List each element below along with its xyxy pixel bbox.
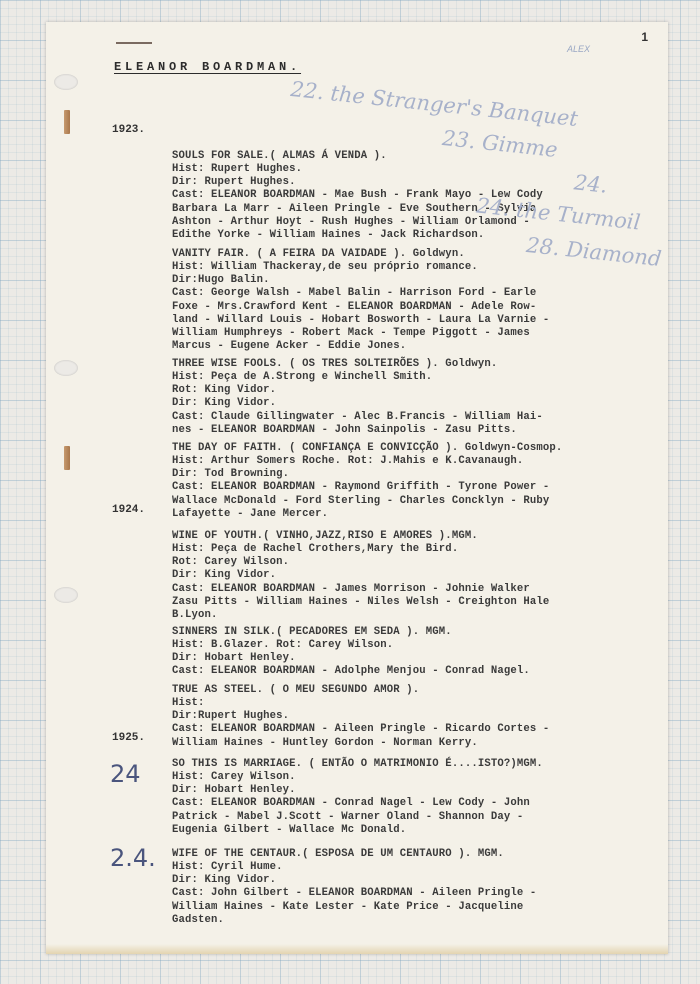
page-number: 1 [641, 30, 648, 44]
document-title: ELEANOR BOARDMAN. [114, 60, 302, 74]
year-label: 1923. [112, 124, 146, 136]
year-label: 1924. [112, 504, 146, 516]
punch-hole [54, 360, 78, 376]
year-label: 1925. [112, 732, 146, 744]
document-page [46, 22, 668, 954]
staple-mark [64, 110, 70, 134]
filmography-entry: SINNERS IN SILK.( PECADORES EM SEDA ). MGM. Hist: B.Glazer. Rot: Carey Wilson. Dir: Hobart Henley. Cast: ELEANOR BOARDMAN - Adolphe Menjou - Conrad Nagel. [172, 626, 530, 678]
punch-hole [54, 74, 78, 90]
filmography-entry: SOULS FOR SALE.( ALMAS Á VENDA ). Hist: Rupert Hughes. Dir: Rupert Hughes. Cast: ELEANOR BOARDMAN - Mae Bush - Frank Mayo - Lew Cody Barbara La Marr - Aileen Pringle - Eve Southern - Sylvia Ashton - Arthur Hoyt - Rush Hughes - William Orlamond - Edithe Yorke - William Haines - Jack Richardson. [172, 150, 543, 241]
pencil-dash [116, 42, 152, 44]
filmography-entry: VANITY FAIR. ( A FEIRA DA VAIDADE ). Goldwyn. Hist: William Thackeray,de seu próprio romance. Dir:Hugo Balin. Cast: George Walsh - Mabel Balin - Harrison Ford - Earle Foxe - Mrs.Crawford Kent - ELEANOR BOARDMAN - Adele Row- land - Willard Louis - Hobart Bosworth - Laura La Varnie - William Humphreys - Robert Mack - Tempe Piggott - James Marcus - Eugene Acker - Eddie Jones. [172, 248, 550, 352]
filmography-entry: WINE OF YOUTH.( VINHO,JAZZ,RISO E AMORES ).MGM. Hist: Peça de Rachel Crothers,Mary the Bird. Rot: Carey Wilson. Dir: King Vidor. Cast: ELEANOR BOARDMAN - James Morrison - Johnie Walker Zasu Pitts - William Haines - Niles Welsh - Creighton Hale B.Lyon. [172, 530, 550, 621]
filmography-entry: THREE WISE FOOLS. ( OS TRES SOLTEIRÕES ). Goldwyn. Hist: Peça de A.Strong e Winchell Smith. Rot: King Vidor. Dir: King Vidor. Cast: Claude Gillingwater - Alec B.Francis - William Hai- nes - ELEANOR BOARDMAN - John Sainpolis - Zasu Pitts. [172, 358, 543, 436]
handwritten-note: 28. Diamond [525, 232, 663, 272]
staple-mark [64, 446, 70, 470]
handwritten-note: 24. [572, 170, 609, 198]
margin-note: 2.4. [110, 844, 156, 872]
handwritten-note: 22. the Stranger's Banquet [289, 76, 579, 132]
margin-note: 24 [110, 760, 141, 788]
filmography-entry: THE DAY OF FAITH. ( CONFIANÇA E CONVICÇÃO ). Goldwyn-Cosmop. Hist: Arthur Somers Roche. Rot: J.Mahis e K.Cavanaugh. Dir: Tod Browning. Cast: ELEANOR BOARDMAN - Raymond Griffith - Tyrone Power - Wallace McDonald - Ford Sterling - Charles Concklyn - Ruby Lafayette - Jane Mercer. [172, 442, 563, 520]
filmography-entry: TRUE AS STEEL. ( O MEU SEGUNDO AMOR ). Hist: Dir:Rupert Hughes. Cast: ELEANOR BOARDMAN - Aileen Pringle - Ricardo Cortes - William Haines - Huntley Gordon - Norman Kerry. [172, 684, 550, 749]
filmography-entry: SO THIS IS MARRIAGE. ( ENTÃO O MATRIMONIO É....ISTO?)MGM. Hist: Carey Wilson. Dir: Hobart Henley. Cast: ELEANOR BOARDMAN - Conrad Nagel - Lew Cody - John Patrick - Mabel J.Scott - Warner Oland - Shannon Day - Eugenia Gilbert - Wallace Mc Donald. [172, 758, 543, 836]
handwritten-note: 24. the Turmoil [475, 193, 642, 235]
filmography-entry: WIFE OF THE CENTAUR.( ESPOSA DE UM CENTAURO ). MGM. Hist: Cyril Hume. Dir: King Vidor. Cast: John Gilbert - ELEANOR BOARDMAN - Aileen Pringle - William Haines - Kate Lester - Kate Price - Jacqueline Gadsten. [172, 848, 537, 926]
archive-reference: ALEX [566, 44, 590, 54]
punch-hole [54, 587, 78, 603]
handwritten-note: 23. Gimme [441, 126, 559, 162]
